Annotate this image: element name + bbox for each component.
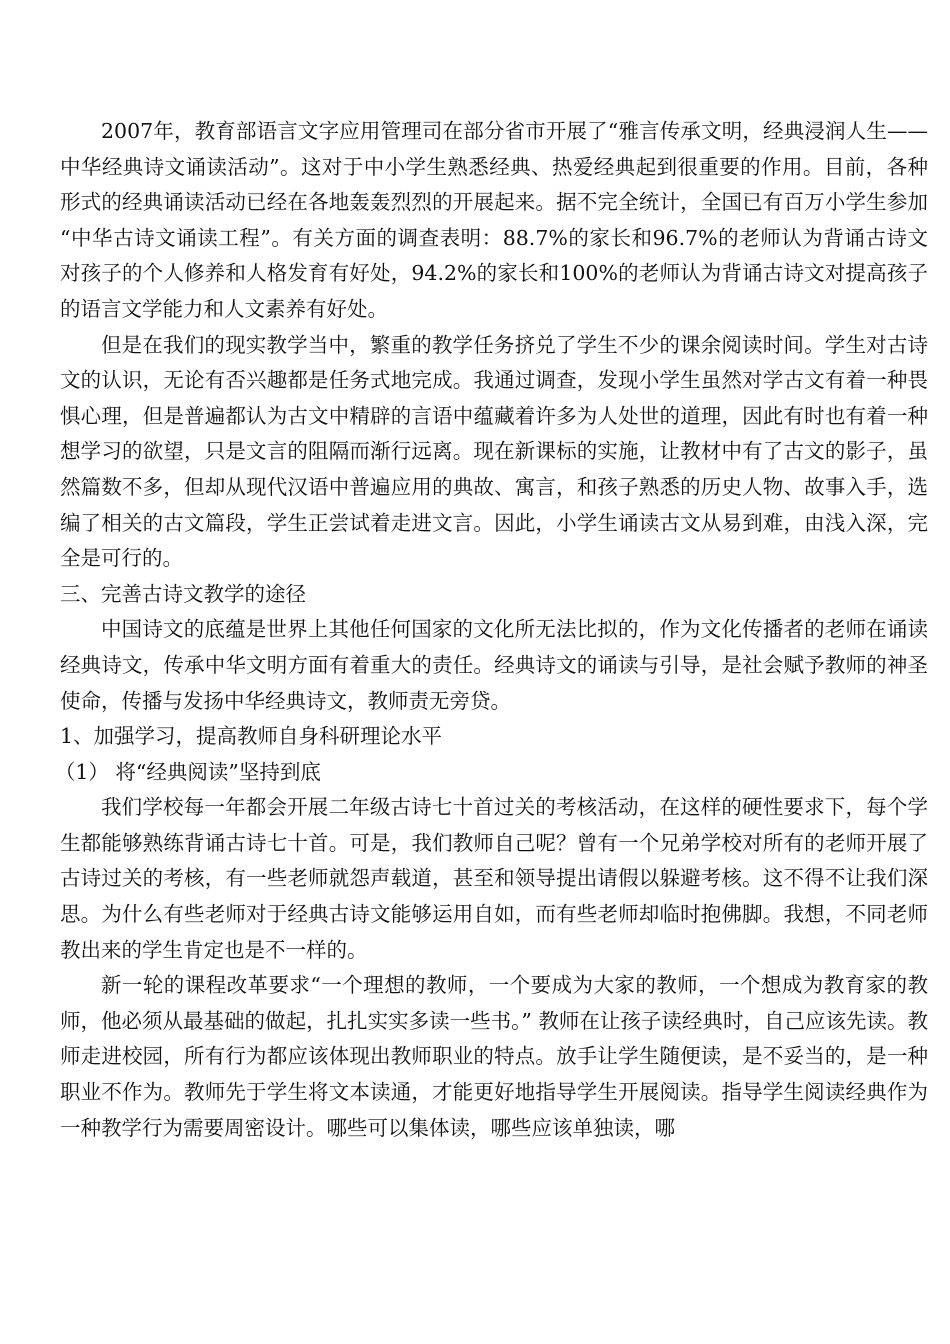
- sub-subsection-heading: （1） 将“经典阅读”坚持到底: [54, 759, 321, 784]
- document-body: [54, 114, 928, 1146]
- paragraph-curriculum-reform: 新一轮的课程改革要求“一个理想的教师，一个要成为大家的教师，一个想成为教育家的教师，他必须从最基础的做起，扎扎实实多读一些书。” 教师在让孩子读经典时，自己应该先读。教师走进校园，所有行为都应该体现出教师职业的特点。放手让学生随便读，是不妥当的，是一种职业不作为。教师先于学生将文本读通，才能更好地指导学生开展阅读。指导学生阅读经典作为一种教学行为需要周密设计。哪些可以集体读，哪些应该单独读，哪: [60, 973, 928, 1140]
- paragraph-teacher-responsibility: 中国诗文的底蕴是世界上其他任何国家的文化所无法比拟的，作为文化传播者的老师在诵读经典诗文，传承中华文明方面有着重大的责任。经典诗文的诵读与引导，是社会赋予教师的神圣使命，传播与发扬中华经典诗文，教师责无旁贷。: [60, 617, 928, 713]
- subsection-heading: 1、加强学习，提高教师自身科研理论水平: [60, 724, 443, 749]
- paragraph-school-assessment: 我们学校每一年都会开展二年级古诗七十首过关的考核活动，在这样的硬性要求下，每个学生都能够熟练背诵古诗七十首。可是，我们教师自己呢？曾有一个兄弟学校对所有的老师开展了古诗过关的考核，有一些老师就怨声载道，甚至和领导提出请假以躲避考核。这不得不让我们深思。为什么有些老师对于经典古诗文能够运用自如，而有些老师却临时抱佛脚。我想，不同老师教出来的学生肯定也是不一样的。: [60, 795, 928, 962]
- section-heading: 三、完善古诗文教学的途径: [60, 581, 306, 606]
- paragraph-intro: 2007年，教育部语言文字应用管理司在部分省市开展了“雅言传承文明，经典浸润人生——中华经典诗文诵读活动”。这对于中小学生熟悉经典、热爱经典起到很重要的作用。目前，各种形式的经典诵读活动已经在各地轰轰烈烈的开展起来。据不完全统计，全国已有百万小学生参加“中华古诗文诵读工程”。有关方面的调查表明：88.7%的家长和96.7%的老师认为背诵古诗文对孩子的个人修养和人格发育有好处，94.2%的家长和100%的老师认为背诵古诗文对提高孩子的语言文学能力和人文素养有好处。: [60, 119, 928, 321]
- paragraph-reality: 但是在我们的现实教学当中，繁重的教学任务挤兑了学生不少的课余阅读时间。学生对古诗文的认识，无论有否兴趣都是任务式地完成。我通过调查，发现小学生虽然对学古文有着一种畏惧心理，但是普遍都认为古文中精辟的言语中蕴藏着许多为人处世的道理，因此有时也有着一种想学习的欲望，只是文言的阻隔而渐行远离。现在新课标的实施，让教材中有了古文的影子，虽然篇数不多，但却从现代汉语中普遍应用的典故、寓言，和孩子熟悉的历史人物、故事入手，选编了相关的古文篇段，学生正尝试着走进文言。因此，小学生诵读古文从易到难，由浅入深，完全是可行的。: [60, 332, 928, 571]
